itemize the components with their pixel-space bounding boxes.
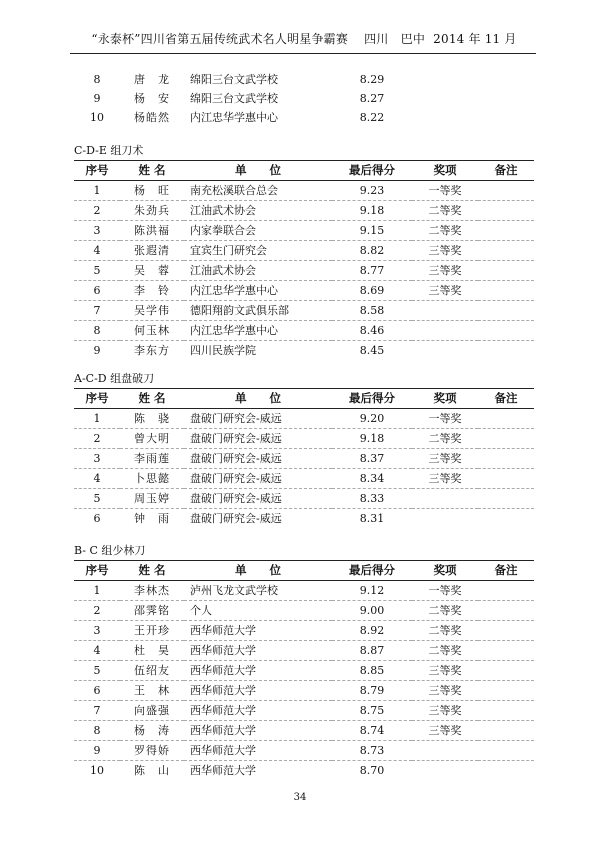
score-cell: 8.29: [359, 73, 385, 86]
col-score-header: 最后得分: [349, 563, 395, 577]
award-cell: 一等奖: [428, 584, 462, 597]
name-cell: 杨皓然: [134, 111, 170, 124]
unit-cell: 内江忠华学惠中心: [190, 111, 278, 124]
rank-cell: 3: [93, 224, 101, 237]
table-row: [74, 509, 534, 529]
rank-cell: 2: [93, 604, 101, 617]
rank-cell: 1: [93, 584, 101, 597]
remark-cell: [478, 108, 534, 127]
table-header-row: [74, 561, 534, 581]
remark-cell: [478, 681, 534, 701]
name-cell: 陈洪福: [134, 224, 170, 237]
continuation-table: [74, 70, 534, 127]
section-cde-broadsword: [74, 142, 534, 360]
col-remark-header: 备注: [494, 391, 518, 405]
table-row: [74, 341, 534, 361]
table-row: [74, 70, 534, 89]
unit-cell: 西华师范大学: [190, 664, 256, 677]
col-rank-header: 序号: [85, 391, 109, 405]
col-remark-header: 备注: [494, 163, 518, 177]
remark-cell: [478, 449, 534, 469]
section-title: B- C 组少林刀: [74, 544, 146, 557]
award-cell: 一等奖: [428, 412, 462, 425]
award-cell: [412, 761, 478, 781]
remark-cell: [478, 70, 534, 89]
rank-cell: 9: [93, 744, 101, 757]
rank-cell: 2: [93, 432, 101, 445]
rank-cell: 3: [93, 452, 101, 465]
award-cell: 三等奖: [428, 704, 462, 717]
table-row: [74, 469, 534, 489]
unit-cell: 宜宾生门研究会: [190, 244, 267, 257]
header-rule: [70, 53, 536, 54]
name-cell: 唐 龙: [134, 73, 170, 86]
name-cell: 李东方: [134, 344, 170, 357]
rank-cell: 8: [93, 73, 101, 86]
unit-cell: 西华师范大学: [190, 624, 256, 637]
section-acd-panpo-broadsword: [74, 370, 534, 528]
remark-cell: [478, 661, 534, 681]
unit-cell: 西华师范大学: [190, 644, 256, 657]
table-row: [74, 701, 534, 721]
name-cell: 陈 山: [134, 764, 170, 777]
name-cell: 李林杰: [134, 584, 170, 597]
award-cell: 二等奖: [428, 604, 462, 617]
unit-cell: 内江忠华学惠中心: [190, 284, 278, 297]
score-cell: 8.45: [359, 344, 385, 357]
unit-cell: 盘破门研究会-威远: [190, 412, 282, 425]
remark-cell: [478, 469, 534, 489]
score-cell: 8.82: [359, 244, 385, 257]
award-cell: [412, 301, 478, 321]
award-cell: [412, 341, 478, 361]
rank-cell: 10: [90, 111, 104, 124]
remark-cell: [478, 761, 534, 781]
remark-cell: [478, 341, 534, 361]
name-cell: 李雨莲: [134, 452, 170, 465]
unit-cell: 西华师范大学: [190, 684, 256, 697]
remark-cell: [478, 321, 534, 341]
rank-cell: 4: [93, 244, 101, 257]
col-rank-header: 序号: [85, 563, 109, 577]
score-cell: 8.73: [359, 744, 385, 757]
name-cell: 卜思懿: [134, 472, 170, 485]
unit-cell: 南充松溪联合总会: [190, 184, 278, 197]
header-title: “永泰杯”四川省第五届传统武术名人明星争霸赛: [91, 32, 349, 46]
page-number: 34: [293, 792, 307, 803]
rank-cell: 4: [93, 644, 101, 657]
rank-cell: 5: [93, 664, 101, 677]
results-table: [74, 560, 534, 780]
unit-cell: 盘破门研究会-威远: [190, 452, 282, 465]
rank-cell: 1: [93, 412, 101, 425]
score-cell: 8.46: [359, 324, 385, 337]
score-cell: 9.15: [359, 224, 385, 237]
remark-cell: [478, 261, 534, 281]
remark-cell: [478, 509, 534, 529]
rank-cell: 4: [93, 472, 101, 485]
score-cell: 8.22: [359, 111, 385, 124]
section-title: C-D-E 组刀术: [74, 144, 144, 157]
unit-cell: 江油武术协会: [190, 264, 256, 277]
award-cell: 二等奖: [428, 644, 462, 657]
remark-cell: [478, 741, 534, 761]
score-cell: 8.70: [359, 764, 385, 777]
score-cell: 8.77: [359, 264, 385, 277]
rank-cell: 3: [93, 624, 101, 637]
name-cell: 朱劲兵: [134, 204, 170, 217]
col-name-header: 姓 名: [138, 391, 166, 405]
score-cell: 9.18: [359, 204, 385, 217]
rank-cell: 7: [93, 304, 101, 317]
award-cell: 二等奖: [428, 224, 462, 237]
award-cell: [412, 321, 478, 341]
award-cell: [412, 489, 478, 509]
name-cell: 曾大明: [134, 432, 170, 445]
remark-cell: [478, 281, 534, 301]
rank-cell: 6: [93, 512, 101, 525]
col-score-header: 最后得分: [349, 391, 395, 405]
award-cell: 三等奖: [428, 284, 462, 297]
table-row: [74, 281, 534, 301]
remark-cell: [478, 181, 534, 201]
score-cell: 8.31: [359, 512, 385, 525]
col-award-header: 奖项: [433, 391, 457, 405]
award-cell: [412, 108, 478, 127]
name-cell: 吴学伟: [134, 304, 170, 317]
table-header-row: [74, 161, 534, 181]
header-date: 2014 年 11 月: [433, 32, 517, 46]
score-cell: 8.79: [359, 684, 385, 697]
col-score-header: 最后得分: [349, 163, 395, 177]
col-unit-header: 单 位: [235, 163, 281, 177]
table-row: [74, 661, 534, 681]
award-cell: [412, 70, 478, 89]
score-cell: 8.92: [359, 624, 385, 637]
award-cell: 二等奖: [428, 624, 462, 637]
name-cell: 杨 涛: [134, 724, 170, 737]
score-cell: 8.58: [359, 304, 385, 317]
score-cell: 8.69: [359, 284, 385, 297]
award-cell: 二等奖: [428, 204, 462, 217]
continuation-section: [74, 70, 534, 127]
results-table: [74, 160, 534, 360]
award-cell: 二等奖: [428, 432, 462, 445]
award-cell: [412, 509, 478, 529]
name-cell: 吴 蓉: [134, 264, 170, 277]
score-cell: 8.37: [359, 452, 385, 465]
remark-cell: [478, 621, 534, 641]
name-cell: 杨 安: [134, 92, 170, 105]
score-cell: 8.27: [359, 92, 385, 105]
remark-cell: [478, 721, 534, 741]
award-cell: 三等奖: [428, 472, 462, 485]
name-cell: 钟 雨: [134, 512, 170, 525]
rank-cell: 6: [93, 684, 101, 697]
col-rank-header: 序号: [85, 163, 109, 177]
table-row: [74, 621, 534, 641]
unit-cell: 西华师范大学: [190, 764, 256, 777]
rank-cell: 10: [90, 764, 104, 777]
table-row: [74, 89, 534, 108]
unit-cell: 盘破门研究会-威远: [190, 432, 282, 445]
remark-cell: [478, 641, 534, 661]
unit-cell: 泸州飞龙文武学校: [190, 584, 278, 597]
score-cell: 9.23: [359, 184, 385, 197]
rank-cell: 8: [93, 324, 101, 337]
remark-cell: [478, 241, 534, 261]
name-cell: 陈 骁: [134, 412, 170, 425]
col-unit-header: 单 位: [235, 391, 281, 405]
award-cell: 三等奖: [428, 244, 462, 257]
table-row: [74, 489, 534, 509]
award-cell: 一等奖: [428, 184, 462, 197]
name-cell: 伍绍友: [134, 664, 170, 677]
unit-cell: 四川民族学院: [190, 344, 256, 357]
unit-cell: 盘破门研究会-威远: [190, 472, 282, 485]
col-award-header: 奖项: [433, 163, 457, 177]
score-cell: 9.20: [359, 412, 385, 425]
header-location: 四川 巴中: [364, 32, 426, 46]
table-header-row: [74, 389, 534, 409]
table-row: [74, 429, 534, 449]
table-row: [74, 741, 534, 761]
section-title: A-C-D 组盘破刀: [74, 372, 155, 385]
unit-cell: 江油武术协会: [190, 204, 256, 217]
table-row: [74, 221, 534, 241]
name-cell: 罗得娇: [134, 744, 170, 757]
rank-cell: 7: [93, 704, 101, 717]
table-row: [74, 108, 534, 127]
rank-cell: 8: [93, 724, 101, 737]
rank-cell: 6: [93, 284, 101, 297]
unit-cell: 绵阳三台文武学校: [190, 92, 278, 105]
name-cell: 向盛强: [134, 704, 170, 717]
remark-cell: [478, 701, 534, 721]
rank-cell: 2: [93, 204, 101, 217]
award-cell: 三等奖: [428, 684, 462, 697]
score-cell: 8.87: [359, 644, 385, 657]
results-table: [74, 388, 534, 528]
col-name-header: 姓 名: [138, 563, 166, 577]
score-cell: 8.33: [359, 492, 385, 505]
table-row: [74, 301, 534, 321]
score-cell: 9.12: [359, 584, 385, 597]
award-cell: 三等奖: [428, 264, 462, 277]
table-row: [74, 641, 534, 661]
unit-cell: 内家拳联合会: [190, 224, 256, 237]
table-row: [74, 181, 534, 201]
score-cell: 8.74: [359, 724, 385, 737]
award-cell: [412, 89, 478, 108]
name-cell: 张遐清: [134, 244, 170, 257]
rank-cell: 5: [93, 492, 101, 505]
remark-cell: [478, 489, 534, 509]
name-cell: 杨 旺: [134, 184, 170, 197]
name-cell: 王 林: [134, 684, 170, 697]
score-cell: 9.00: [359, 604, 385, 617]
rank-cell: 9: [93, 344, 101, 357]
table-row: [74, 261, 534, 281]
unit-cell: 个人: [190, 604, 212, 617]
table-row: [74, 449, 534, 469]
score-cell: 8.75: [359, 704, 385, 717]
name-cell: 王开珍: [134, 624, 170, 637]
award-cell: 三等奖: [428, 452, 462, 465]
rank-cell: 9: [93, 92, 101, 105]
name-cell: 李 铃: [134, 284, 170, 297]
score-cell: 9.18: [359, 432, 385, 445]
table-row: [74, 321, 534, 341]
score-cell: 8.34: [359, 472, 385, 485]
unit-cell: 西华师范大学: [190, 724, 256, 737]
unit-cell: 盘破门研究会-威远: [190, 492, 282, 505]
remark-cell: [478, 601, 534, 621]
name-cell: 何玉林: [134, 324, 170, 337]
remark-cell: [478, 221, 534, 241]
unit-cell: 盘破门研究会-威远: [190, 512, 282, 525]
table-row: [74, 581, 534, 601]
remark-cell: [478, 581, 534, 601]
table-row: [74, 721, 534, 741]
award-cell: [412, 741, 478, 761]
remark-cell: [478, 409, 534, 429]
rank-cell: 5: [93, 264, 101, 277]
score-cell: 8.85: [359, 664, 385, 677]
award-cell: 三等奖: [428, 724, 462, 737]
section-bc-shaolin-broadsword: [74, 542, 534, 780]
table-row: [74, 241, 534, 261]
col-award-header: 奖项: [433, 563, 457, 577]
name-cell: 邵霁铭: [134, 604, 170, 617]
page-header: [74, 30, 534, 47]
col-remark-header: 备注: [494, 563, 518, 577]
unit-cell: 内江忠华学惠中心: [190, 324, 278, 337]
table-row: [74, 681, 534, 701]
table-row: [74, 601, 534, 621]
col-name-header: 姓 名: [138, 163, 166, 177]
remark-cell: [478, 201, 534, 221]
table-row: [74, 761, 534, 781]
remark-cell: [478, 429, 534, 449]
table-row: [74, 201, 534, 221]
col-unit-header: 单 位: [235, 563, 281, 577]
name-cell: 杜 昊: [134, 644, 170, 657]
award-cell: 三等奖: [428, 664, 462, 677]
rank-cell: 1: [93, 184, 101, 197]
remark-cell: [478, 301, 534, 321]
unit-cell: 德阳翔韵文武俱乐部: [190, 304, 289, 317]
unit-cell: 绵阳三台文武学校: [190, 73, 278, 86]
unit-cell: 西华师范大学: [190, 704, 256, 717]
table-row: [74, 409, 534, 429]
unit-cell: 西华师范大学: [190, 744, 256, 757]
name-cell: 周玉婷: [134, 492, 170, 505]
remark-cell: [478, 89, 534, 108]
